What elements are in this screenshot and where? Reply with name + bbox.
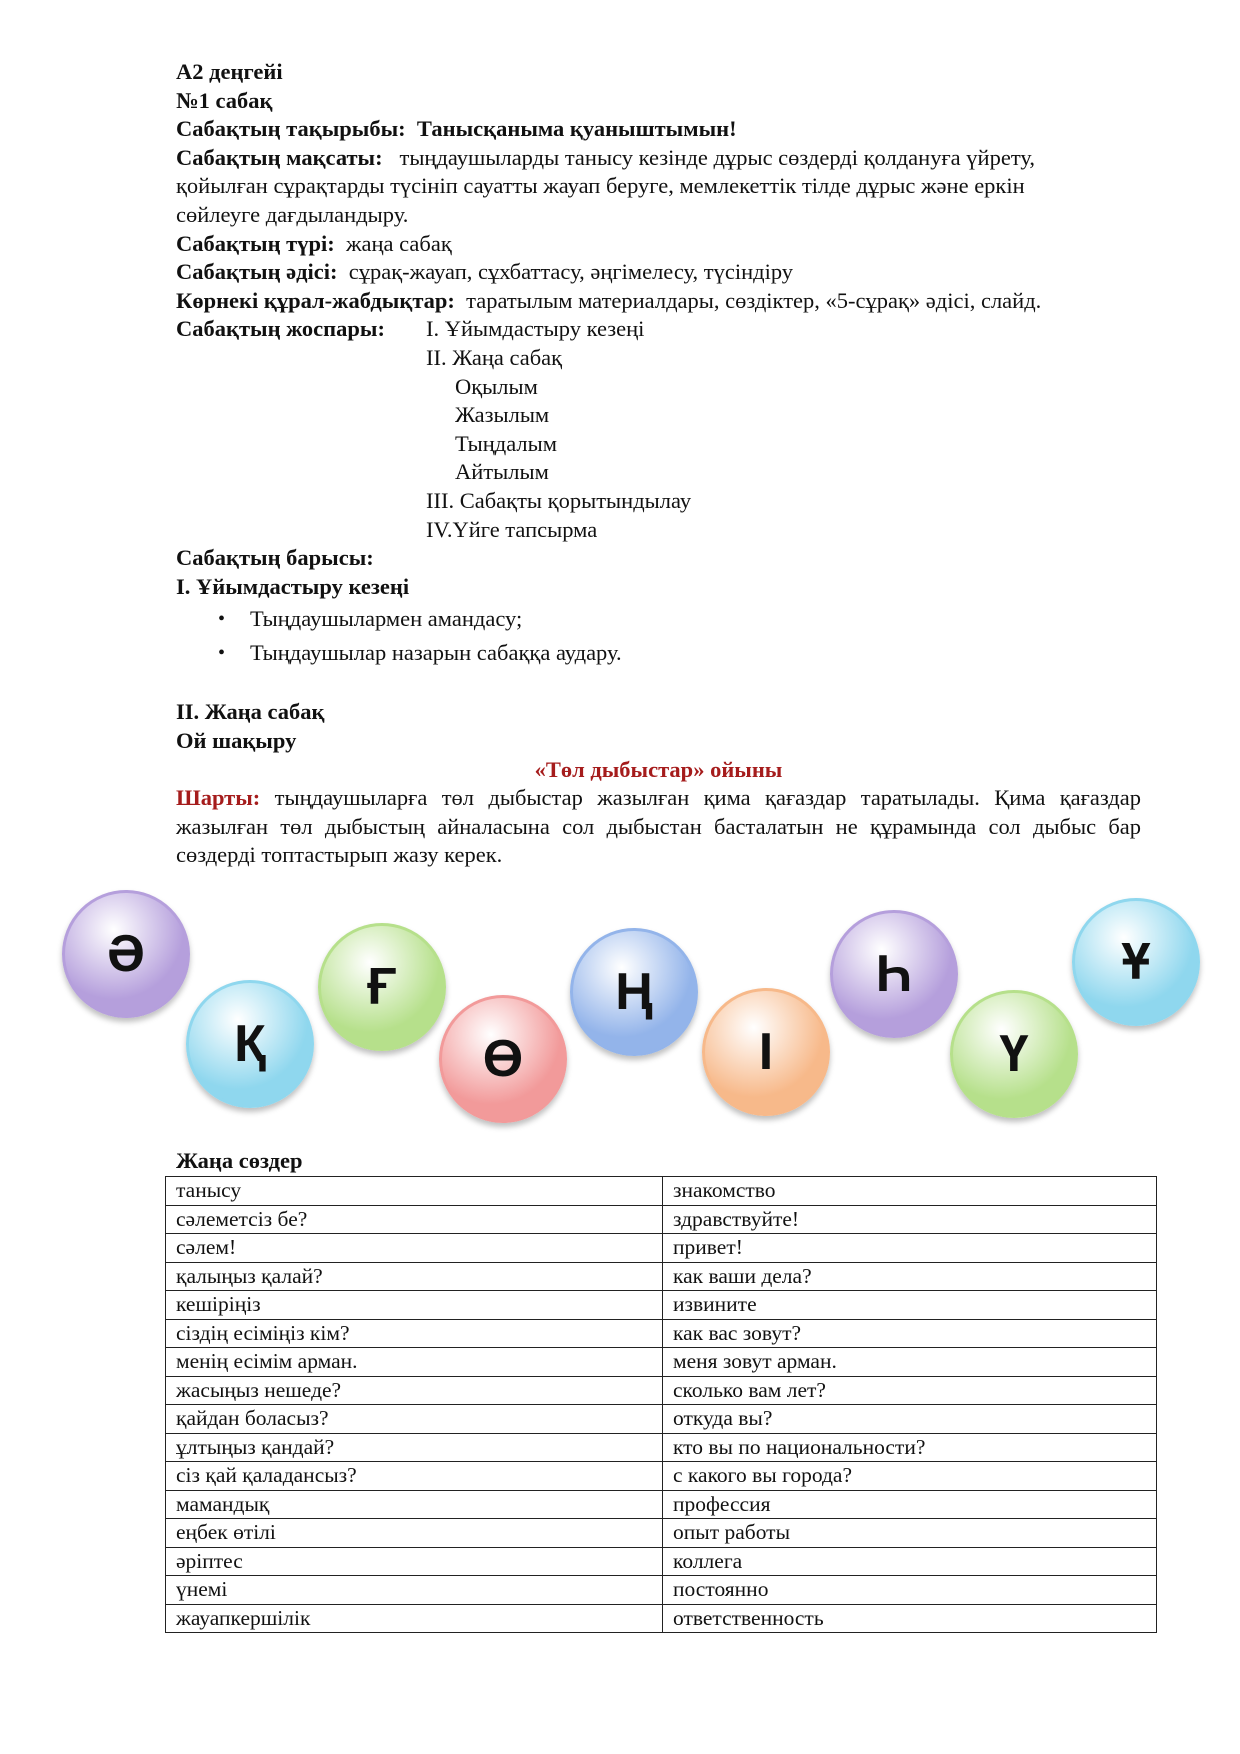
table-row — [166, 1519, 1157, 1548]
goal-label: Сабақтың мақсаты: — [176, 144, 383, 170]
letter-circle — [186, 980, 314, 1108]
letter-circle — [1072, 898, 1200, 1026]
plan-item: Тыңдалым — [455, 430, 557, 456]
letter-circle — [439, 995, 567, 1123]
table-row — [166, 1604, 1157, 1633]
letter-circle — [570, 928, 698, 1056]
type-line — [176, 230, 1141, 259]
letter-char: Ө — [482, 1030, 524, 1088]
game-title: «Төл дыбыстар» ойыны — [534, 756, 783, 782]
plan-item: Айтылым — [455, 459, 549, 485]
russian-translation-cell: привет! — [663, 1234, 1157, 1263]
table-row — [166, 1291, 1157, 1320]
letter-char: Ұ — [1121, 933, 1151, 991]
plan-row — [176, 315, 1141, 344]
table-row — [166, 1433, 1157, 1462]
russian-translation-cell: откуда вы? — [663, 1405, 1157, 1434]
section1-heading: I. Ұйымдастыру кезеңі — [176, 573, 410, 599]
letter-circle — [318, 923, 446, 1051]
visual-aids-value: таратылым материалдары, сөздіктер, «5-сұрақ» әдісі, слайд. — [466, 287, 1042, 313]
plan-item: Жазылым — [455, 402, 550, 428]
visual-aids-line — [176, 287, 1141, 316]
plan-item: I. Ұйымдастыру кезеңі — [426, 316, 645, 342]
level-heading: А2 деңгейі — [176, 59, 283, 84]
letter-char: Ә — [107, 925, 145, 983]
kazakh-word-cell: еңбек өтілі — [166, 1519, 663, 1548]
russian-translation-cell: с какого вы города? — [663, 1462, 1157, 1491]
plan-item: III. Сабақты қорытындылау — [426, 487, 692, 513]
goal-line-2: қойылған сұрақтарды түсініп сауатты жауап беруге, мемлекеттік тілде дұрыс және еркін — [176, 173, 1025, 199]
letter-circle — [830, 910, 958, 1038]
lesson-number: №1 сабақ — [176, 87, 273, 113]
list-item: • Тыңдаушылар назарын сабаққа аудару. — [218, 639, 1141, 668]
table-row — [166, 1490, 1157, 1519]
russian-translation-cell: опыт работы — [663, 1519, 1157, 1548]
type-label: Сабақтың түрі: — [176, 230, 335, 256]
russian-translation-cell: как ваши дела? — [663, 1262, 1157, 1291]
section2-heading: II. Жаңа сабақ — [176, 699, 325, 725]
kazakh-word-cell: сәлеметсіз бе? — [166, 1205, 663, 1234]
goal-line-1 — [176, 144, 1141, 173]
plan-item: Оқылым — [455, 373, 538, 399]
letter-circle — [950, 990, 1078, 1118]
topic-value: Танысқаныма қуаныштымын! — [416, 116, 737, 142]
kazakh-word-cell: сіздің есіміңіз кім? — [166, 1319, 663, 1348]
list-item: • Тыңдаушылармен амандасу; — [218, 605, 1141, 634]
progress-heading: Сабақтың барысы: — [176, 545, 374, 571]
plan-item: IV.Үйге тапсырма — [426, 516, 598, 542]
letter-char: Ң — [615, 963, 653, 1021]
condition-label: Шарты: — [176, 785, 261, 811]
kazakh-word-cell: сәлем! — [166, 1234, 663, 1263]
letter-circle — [702, 988, 830, 1116]
letter-char: Ғ — [367, 958, 397, 1016]
plan-label: Сабақтың жоспары: — [176, 316, 385, 342]
table-row — [166, 1547, 1157, 1576]
letter-circle — [62, 890, 190, 1018]
russian-translation-cell: профессия — [663, 1490, 1157, 1519]
method-value: сұрақ-жауап, сұхбаттасу, әңгімелесу, түсіндіру — [348, 259, 794, 285]
table-row — [166, 1376, 1157, 1405]
kazakh-word-cell: ұлтыңыз қандай? — [166, 1433, 663, 1462]
kazakh-word-cell: мамандық — [166, 1490, 663, 1519]
russian-translation-cell: здравствуйте! — [663, 1205, 1157, 1234]
condition-paragraph — [176, 784, 1141, 870]
russian-translation-cell: постоянно — [663, 1576, 1157, 1605]
kazakh-word-cell: танысу — [166, 1177, 663, 1206]
condition-text-3: дыбыс бар сөздерді топтастырып жазу керек. — [176, 813, 1142, 868]
letter-circles — [0, 870, 1240, 1140]
condition-text-2: қағаздар жазылған төл дыбыстың айналасына сол дыбыстан басталатын не құрамында сол — [176, 785, 1141, 839]
topic-line — [176, 115, 1141, 144]
lesson-text — [176, 58, 1141, 870]
russian-translation-cell: знакомство — [663, 1177, 1157, 1206]
table-row — [166, 1262, 1157, 1291]
russian-translation-cell: меня зовут арман. — [663, 1348, 1157, 1377]
goal-line-3: сөйлеуге дағдыландыру. — [176, 201, 409, 227]
letter-char: І — [758, 1023, 774, 1081]
section2-subheading: Ой шақыру — [176, 728, 297, 754]
russian-translation-cell: ответственность — [663, 1604, 1157, 1633]
visual-aids-label: Көрнекі құрал-жабдықтар: — [176, 287, 455, 313]
kazakh-word-cell: сіз қай қаладансыз? — [166, 1462, 663, 1491]
kazakh-word-cell: қайдан боласыз? — [166, 1405, 663, 1434]
kazakh-word-cell: қалыңыз қалай? — [166, 1262, 663, 1291]
russian-translation-cell: кто вы по национальности? — [663, 1433, 1157, 1462]
section1-bullet-list — [176, 605, 1141, 667]
russian-translation-cell: коллега — [663, 1547, 1157, 1576]
table-row — [166, 1177, 1157, 1206]
vocabulary-title: Жаңа сөздер — [176, 1148, 303, 1173]
kazakh-word-cell: менің есімім арман. — [166, 1348, 663, 1377]
table-row — [166, 1319, 1157, 1348]
russian-translation-cell: извините — [663, 1291, 1157, 1320]
table-row — [166, 1462, 1157, 1491]
letter-char: Ү — [999, 1025, 1029, 1083]
kazakh-word-cell: кешіріңіз — [166, 1291, 663, 1320]
kazakh-word-cell: жасыңыз нешеде? — [166, 1376, 663, 1405]
russian-translation-cell: как вас зовут? — [663, 1319, 1157, 1348]
topic-label: Сабақтың тақырыбы: — [176, 116, 406, 142]
goal-text-1: тыңдаушыларды танысу кезінде дұрыс сөздерді қолдануға үйрету, — [399, 144, 1035, 170]
condition-text-1: тыңдаушыларға төл дыбыстар жазылған қима қағаздар таратылады. Қима — [274, 785, 1046, 811]
table-row — [166, 1405, 1157, 1434]
type-value: жаңа сабақ — [345, 230, 452, 256]
method-line — [176, 258, 1141, 287]
kazakh-word-cell: үнемі — [166, 1576, 663, 1605]
kazakh-word-cell: әріптес — [166, 1547, 663, 1576]
letter-char: Һ — [875, 945, 913, 1003]
kazakh-word-cell: жауапкершілік — [166, 1604, 663, 1633]
table-row — [166, 1234, 1157, 1263]
table-row — [166, 1205, 1157, 1234]
plan-item: II. Жаңа сабақ — [426, 344, 563, 370]
table-row — [166, 1348, 1157, 1377]
russian-translation-cell: сколько вам лет? — [663, 1376, 1157, 1405]
method-label: Сабақтың әдісі: — [176, 259, 338, 285]
letter-char: Қ — [234, 1015, 266, 1073]
table-row — [166, 1576, 1157, 1605]
vocabulary-table — [165, 1176, 1157, 1633]
